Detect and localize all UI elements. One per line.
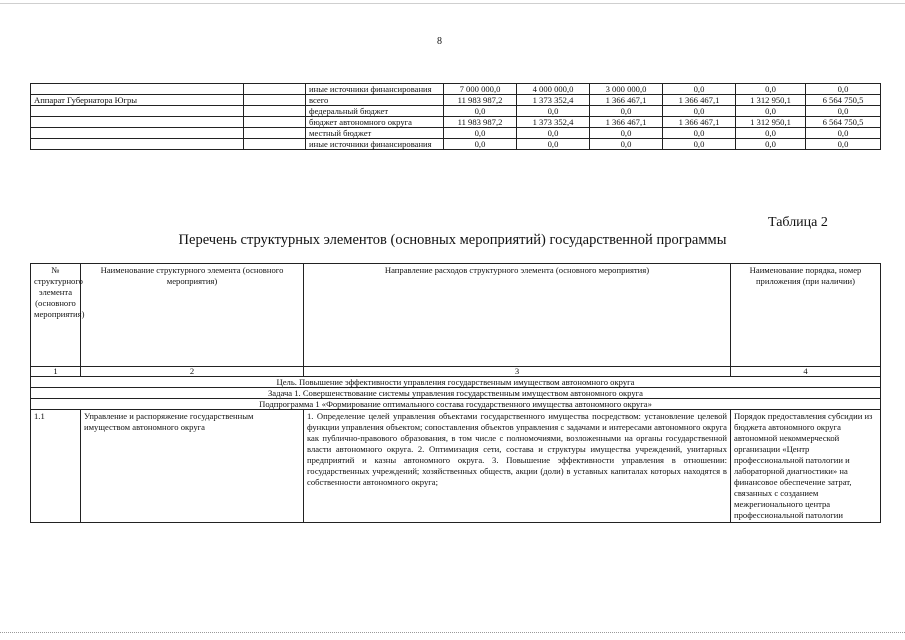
table-row [31, 139, 881, 150]
value-cell: 0,0 [590, 128, 663, 139]
table-row [31, 128, 881, 139]
column-number: 3 [304, 367, 731, 377]
column-number-row [31, 367, 881, 377]
header-name: Наименование структурного элемента (основного мероприятия) [81, 264, 304, 367]
value-cell: 1 373 352,4 [517, 95, 590, 106]
financing-table [30, 83, 881, 150]
value-cell: 0,0 [590, 139, 663, 150]
value-cell: 1 366 467,1 [663, 117, 736, 128]
value-cell: 0,0 [517, 106, 590, 117]
source-cell: иные источники финансирования [306, 139, 444, 150]
structural-elements-table [30, 263, 881, 523]
value-cell: 0,0 [590, 106, 663, 117]
responsible-cell: Аппарат Губернатора Югры [31, 95, 244, 106]
header-direction: Направление расходов структурного элемента (основного мероприятия) [304, 264, 731, 367]
source-cell: бюджет автономного округа [306, 117, 444, 128]
value-cell: 1 312 950,1 [736, 117, 806, 128]
row-procedure: Порядок предоставления субсидии из бюджета автономного округа автономной некоммерческой организации «Центр профессиональной патологии и лабораторной диагностики» на финансовое обеспечение затрат, связанных с созданием межрегионального центра профессиональной патологии [731, 410, 881, 523]
value-cell: 3 000 000,0 [590, 84, 663, 95]
table-title: Перечень структурных элементов (основных мероприятий) государственной программы [178, 232, 727, 248]
value-cell: 1 312 950,1 [736, 95, 806, 106]
table-row [31, 117, 881, 128]
value-cell: 0,0 [736, 84, 806, 95]
value-cell: 11 983 987,2 [444, 95, 517, 106]
value-cell: 1 373 352,4 [517, 117, 590, 128]
blank-cell [244, 128, 306, 139]
subprogram-row [31, 399, 881, 410]
value-cell: 4 000 000,0 [517, 84, 590, 95]
value-cell: 0,0 [663, 84, 736, 95]
table-row [31, 84, 881, 95]
value-cell: 0,0 [806, 128, 881, 139]
row-name: Управление и распоряжение государственным имуществом автономного округа [81, 410, 304, 523]
task-text: Задача 1. Совершенствование системы управления государственным имуществом автономного округа [31, 388, 881, 399]
value-cell: 0,0 [736, 106, 806, 117]
goal-row [31, 377, 881, 388]
value-cell: 11 983 987,2 [444, 117, 517, 128]
responsible-cell [31, 84, 244, 95]
header-number: № структурного элемента (основного мероприятия) [31, 264, 81, 367]
value-cell: 0,0 [736, 128, 806, 139]
value-cell: 0,0 [663, 128, 736, 139]
responsible-cell [31, 139, 244, 150]
value-cell: 0,0 [806, 106, 881, 117]
value-cell: 0,0 [806, 139, 881, 150]
table-caption: Таблица 2 [768, 215, 828, 230]
value-cell: 0,0 [806, 84, 881, 95]
value-cell: 0,0 [444, 139, 517, 150]
responsible-cell [31, 117, 244, 128]
blank-cell [244, 117, 306, 128]
source-cell: всего [306, 95, 444, 106]
value-cell: 0,0 [517, 128, 590, 139]
row-number: 1.1 [31, 410, 81, 523]
blank-cell [244, 84, 306, 95]
value-cell: 1 366 467,1 [590, 117, 663, 128]
blank-cell [244, 139, 306, 150]
value-cell: 1 366 467,1 [590, 95, 663, 106]
header-row [31, 264, 881, 367]
value-cell: 0,0 [444, 106, 517, 117]
bottom-scan-edge [0, 632, 905, 633]
top-rule [0, 3, 905, 4]
source-cell: иные источники финансирования [306, 84, 444, 95]
table-row [31, 410, 881, 523]
source-cell: местный бюджет [306, 128, 444, 139]
value-cell: 0,0 [444, 128, 517, 139]
column-number: 2 [81, 367, 304, 377]
blank-cell [244, 95, 306, 106]
goal-text: Цель. Повышение эффективности управления государственным имуществом автономного округа [31, 377, 881, 388]
value-cell: 1 366 467,1 [663, 95, 736, 106]
column-number: 4 [731, 367, 881, 377]
value-cell: 0,0 [517, 139, 590, 150]
header-procedure: Наименование порядка, номер приложения (при наличии) [731, 264, 881, 367]
table-row [31, 95, 881, 106]
value-cell: 0,0 [663, 106, 736, 117]
row-direction: 1. Определение целей управления объектами государственного имущества посредством: установление целевой функции управления объектом; сопоставления объектов управления с задачами и интересами автономного округа как публично-правового образования, в том числе с полномочиями, возложенными на органы государственной власти автономного округа. 2. Оптимизация сети, состава и структуры имущества учреждений, унитарных предприятий и казны автономного округа. 3. Повышение эффективности управления в отношении: государственных учреждений; хозяйственных обществ, акции (доли) в уставных капиталах которых находятся в собственности автономного округа; [304, 410, 731, 523]
task-row [31, 388, 881, 399]
value-cell: 7 000 000,0 [444, 84, 517, 95]
subprogram-text: Подпрограмма 1 «Формирование оптимального состава государственного имущества автономного округа» [31, 399, 881, 410]
source-cell: федеральный бюджет [306, 106, 444, 117]
table-row [31, 106, 881, 117]
value-cell: 0,0 [736, 139, 806, 150]
responsible-cell [31, 128, 244, 139]
responsible-cell [31, 106, 244, 117]
value-cell: 6 564 750,5 [806, 95, 881, 106]
page-number: 8 [437, 36, 442, 47]
blank-cell [244, 106, 306, 117]
column-number: 1 [31, 367, 81, 377]
value-cell: 0,0 [663, 139, 736, 150]
value-cell: 6 564 750,5 [806, 117, 881, 128]
